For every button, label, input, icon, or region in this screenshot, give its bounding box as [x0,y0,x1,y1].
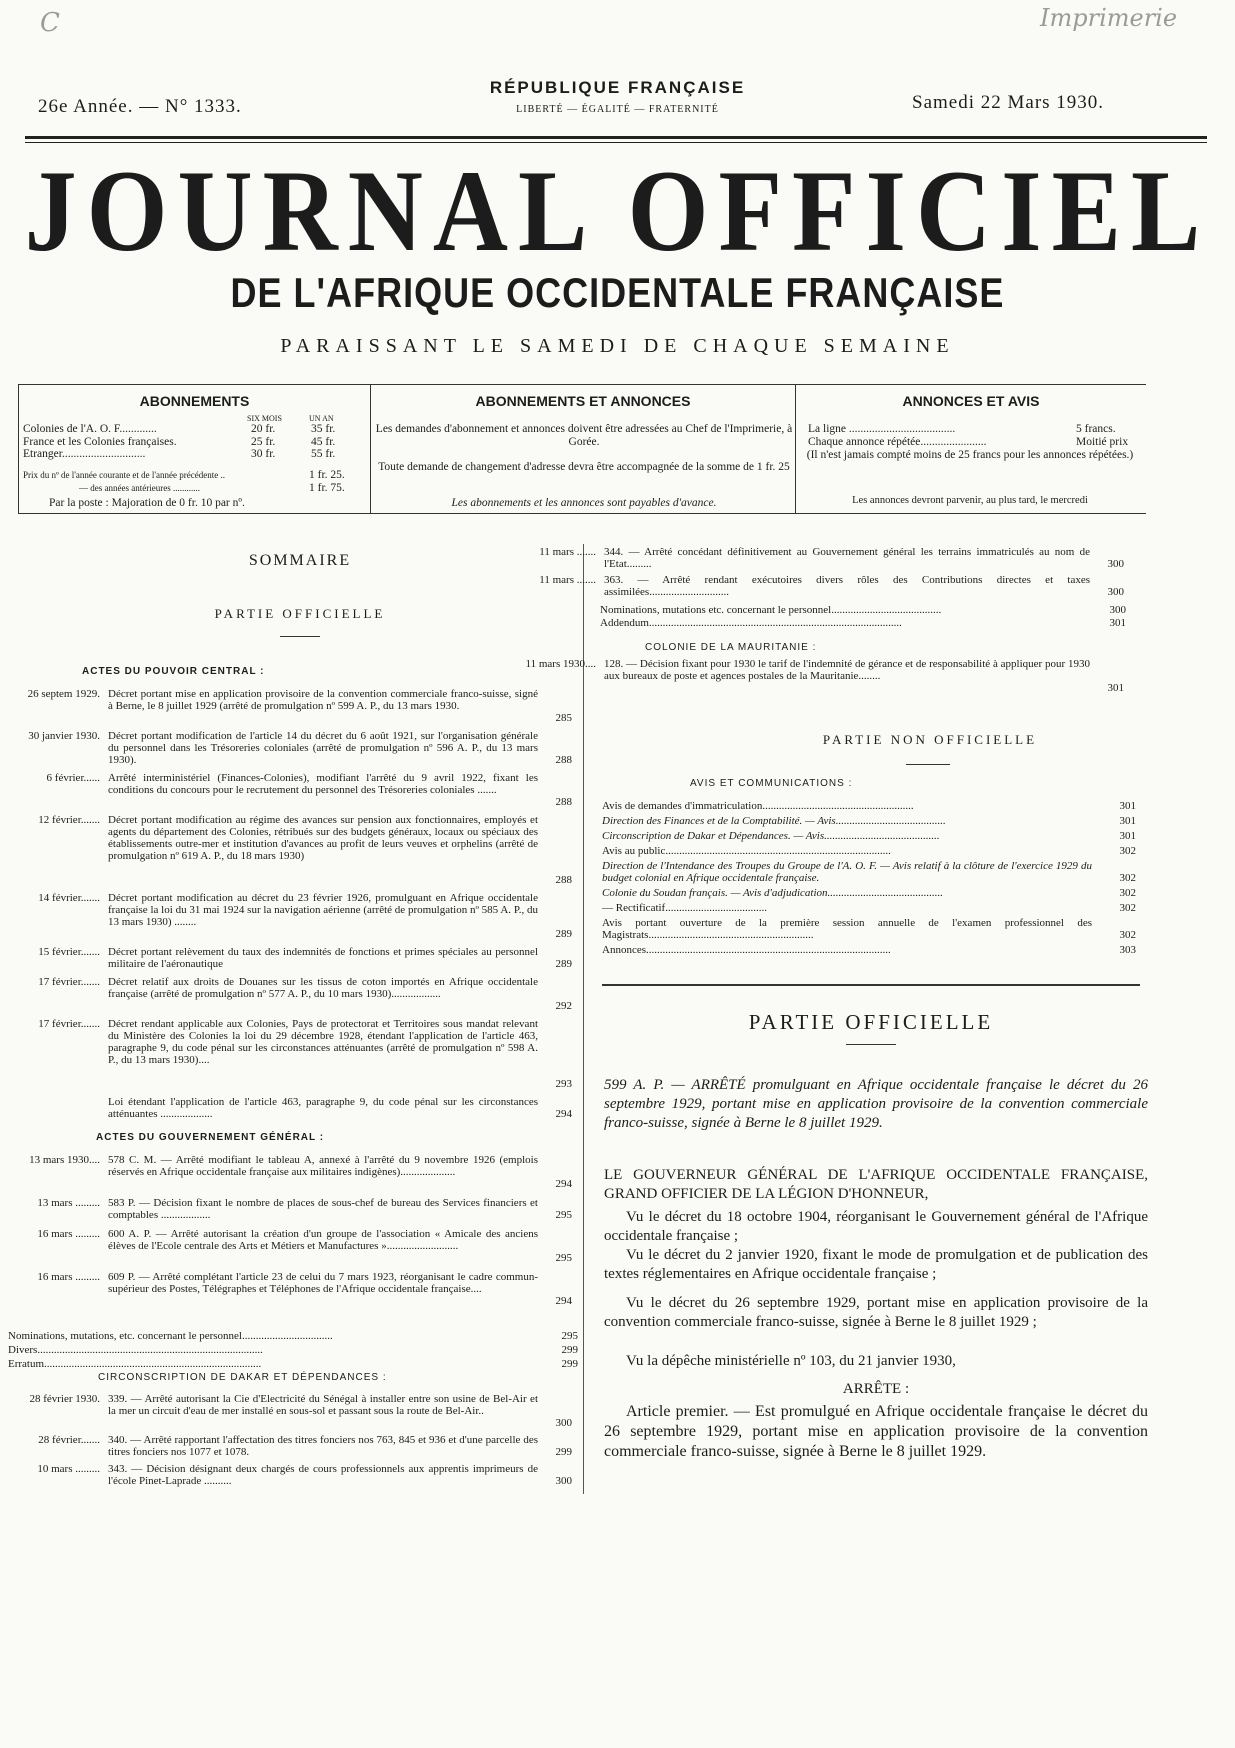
entry-page: 300 [1107,558,1124,570]
entry-date: 16 mars ......... [37,1228,100,1240]
abo-rate-six: 20 fr. [251,423,276,435]
avis-entry-page: 302 [1119,929,1136,941]
entry-text: Décret relatif aux droits de Douanes sur les tissus de coton importés en Afrique occidentale française (arrêté de promulgation nº 577 A. P., du 10 mars 1930).................. [108,976,538,1000]
rate-repeat-value: Moitié prix [1076,436,1129,448]
sommaire-entry [488,658,1138,694]
price-current-value: 1 fr. 25. [309,469,345,481]
gouverneur-general: LE GOUVERNEUR GÉNÉRAL DE L'AFRIQUE OCCIDENTALE FRANÇAISE, GRAND OFFICIER DE LA LÉGION D'HONNEUR, [604,1167,1148,1202]
article-premier: Article premier. — Est promulgué en Afrique occidentale française le décret du 26 septembre 1929, portant mise en application provisoire de la convention commerciale franco-suisse, signée à Berne le 8 juillet 1929. [604,1403,1148,1460]
entry-date: 11 mars 1930.... [525,658,596,670]
colonie-mauritanie: COLONIE DE LA MAURITANIE : [645,642,817,653]
entry-date: 28 février....... [38,1434,100,1446]
entry-page: 295 [555,1209,572,1221]
entry-page: 294 [555,1295,572,1307]
sommaire-entry [0,1434,580,1458]
avis-entry-page: 302 [1119,872,1136,884]
sommaire-heading: SOMMAIRE [248,552,352,569]
issue-date: Samedi 22 Mars 1930. [912,92,1105,113]
sommaire-entry [0,772,580,808]
entry-text: 363. — Arrêté rendant exécutoires divers rôles des Contributions directes et taxes assimilées............................. [604,574,1090,598]
entry-date: 12 février....... [38,814,100,826]
entry-text: Décret portant modification au décret du 23 février 1926, promulguant en Afrique occidentale française la loi du 31 mai 1924 sur la navigation aérienne (arrêté de promulgation nº 585 A. P., du 13 mars 1930) ........ [108,892,538,928]
visa-2: Vu le décret du 2 janvier 1920, fixant le mode de promulgation et de publication des textes réglementaires en Afrique occidentale française ; [604,1247,1148,1282]
entry-date: 14 février....... [38,892,100,904]
misc-entry-label: Nominations, mutations, etc. concernant le personnel................................. [8,1330,333,1342]
entry-page: 300 [1107,586,1124,598]
abo-rate-six: 25 fr. [251,435,276,448]
abo-annonces-change: Toute demande de changement d'adresse devra être accompagnée de la somme de 1 fr. 25 [378,461,790,473]
abo-rate-label: Etranger............................. [23,448,146,460]
misc-entry-page: 300 [1109,604,1126,616]
rate-line-value: 5 francs. [1076,423,1116,435]
entry-date: 11 mars ....... [539,574,596,586]
entry-text: Décret portant modification au régime des avances sur pension aux fonctionnaires, employés et agents du département des Colonies, rétribués sur des budgets généraux, locaux ou spéciaux des établissements outre-mer et institution d'avances au profit de leurs veuves et orphelins (arrêté de promulgation nº 619 A. P., du 18 mars 1930) [108,814,538,862]
abo-rate-label: Colonies de l'A. O. F............. [23,423,157,435]
entry-text: Arrêté interministériel (Finances-Colonies), modifiant l'arrêté du 9 avril 1922, fixant les conditions du concours pour le recrutement du personnel des Trésoreries coloniales ....... [108,772,538,796]
divider [280,636,320,637]
abo-annonces-payable: Les abonnements et les annonces sont payables d'avance. [451,497,717,509]
sommaire-entry [0,730,580,766]
sommaire-entry [0,1018,580,1090]
entry-page: 288 [555,754,572,766]
entry-text: Décret rendant applicable aux Colonies, Pays de protectorat et Territoires sous mandat relevant du Ministère des Colonies la loi du 29 décembre 1928, étendant l'application de l'article 463, paragraphe 9, du code pénal sur les circonstances atténuantes (arrêté de promulgation nº 598 A. P., du 13 mars 1930).... [108,1018,538,1066]
actes-gouvernement-general: ACTES DU GOUVERNEMENT GÉNÉRAL : [96,1132,325,1143]
sommaire-entry [488,546,1138,570]
avis-entry-page: 301 [1119,830,1136,842]
annonces-avis-heading: ANNONCES ET AVIS [902,393,1040,409]
entry-text: Décret portant mise en application provisoire de la convention commerciale franco-suisse, signé à Berne, le 8 juillet 1929 (arrêté de promulgation nº 599 A. P., du 13 mars 1930. [108,688,538,712]
avis-entry-page: 302 [1119,845,1136,857]
avis-entry-page: 303 [1119,944,1136,956]
entry-text: 339. — Arrêté autorisant la Cie d'Electricité du Sénégal à installer entre son usine de Bel-Air et la mer un circuit d'eau de mer installé en sous-sol et passant sous la route de Bel-Air.. [108,1393,538,1417]
sommaire-entry [0,1393,580,1429]
sommaire-entry [0,1271,580,1307]
arrete-label: ARRÊTE : [842,1381,910,1397]
visa-3: Vu le décret du 26 septembre 1929, portant mise en application provisoire de la convention commerciale franco-suisse, signée à Berne le 8 juillet 1929 ; [604,1295,1148,1330]
entry-page: 294 [555,1178,572,1190]
misc-entry-label: Addendum............................................................................................ [600,617,902,629]
avis-entry-label: Direction des Finances et de la Comptabilité. — Avis........................................ [602,815,946,827]
year-issue: 26e Année. — N° 1333. [38,96,242,117]
sommaire-entry [0,1228,580,1264]
sommaire-entry [0,892,580,940]
rate-line-label: La ligne ..................................... [808,423,956,435]
abo-rate-six: 30 fr. [251,448,276,460]
box-abonnements-annonces [370,384,796,514]
entry-page: 292 [555,1000,572,1012]
rate-repeat-label: Chaque annonce répétée....................... [808,436,987,448]
sommaire-entry [0,814,580,886]
divider [906,764,950,765]
sommaire-entry [0,1154,580,1190]
entry-date: 17 février....... [38,976,100,988]
price-previous-label: — des années antérieures ............ [79,483,200,493]
entry-text: 344. — Arrêté concédant définitivement au Gouvernement général les terrains immatriculés au nom de l'Etat......... [604,546,1090,570]
divider [846,1044,896,1045]
entry-date: 10 mars ......... [37,1463,100,1475]
box-abonnements [18,384,370,514]
entry-date: 13 mars ......... [37,1197,100,1209]
circonscription-dakar: CIRCONSCRIPTION DE DAKAR ET DÉPENDANCES : [98,1372,387,1383]
entry-page: 288 [555,874,572,886]
misc-entry-label: Erratum............................................................................... [8,1358,262,1370]
sommaire-partie-officielle: PARTIE OFFICIELLE [214,606,386,621]
republic-motto: LIBERTÉ — ÉGALITÉ — FRATERNITÉ [516,104,719,115]
avis-entry-page: 302 [1119,902,1136,914]
handwritten-note-imprimerie: Imprimerie [1040,4,1178,32]
avis-entry-label: Annonces......................................................................................... [602,944,891,956]
entry-date: 16 mars ......... [37,1271,100,1283]
rate-deadline: Les annonces devront parvenir, au plus tard, le mercredi [852,495,1088,506]
sommaire-entry [0,1463,580,1487]
entry-text: 583 P. — Décision fixant le nombre de places de sous-chef de bureau des Services financiers et comptables .................. [108,1197,538,1221]
col-six-mois: SIX MOIS [247,414,282,423]
entry-date: 26 septem 1929. [27,688,100,700]
price-current-label: Prix du nº de l'année courante et de l'année précédente .. [23,470,225,480]
misc-entry-label: Divers.................................................................................. [8,1344,263,1356]
avis-entry-page: 301 [1119,815,1136,827]
entry-page: 285 [555,712,572,724]
avis-entry-label: Avis portant ouverture de la première session annuelle de l'examen professionnel des Magistrats............................................................ [602,917,1092,941]
journal-subtitle: DE L'AFRIQUE OCCIDENTALE FRANÇAISE [230,268,1005,316]
entry-page: 293 [555,1078,572,1090]
entry-page: 299 [555,1446,572,1458]
section-rule [602,984,1140,986]
main-partie-officielle: PARTIE OFFICIELLE [748,1010,994,1034]
avis-entry-label: Avis au public.................................................................................. [602,845,891,857]
entry-date: 11 mars ....... [539,546,596,558]
avis-entry-label: Colonie du Soudan français. — Avis d'adjudication.......................................... [602,887,944,899]
entry-page: 289 [555,928,572,940]
entry-date: 17 février....... [38,1018,100,1030]
entry-page: 289 [555,958,572,970]
republic-heading: RÉPUBLIQUE FRANÇAISE [489,78,746,97]
avis-entry-label: Avis de demandes d'immatriculation....................................................... [602,800,914,812]
misc-entry-page: 295 [561,1330,578,1342]
entry-page: 295 [555,1252,572,1264]
entry-text: 600 A. P. — Arrêté autorisant la création d'un groupe de l'association « Amicale des anciens élèves de l'Ecole centrale des Arts et Métiers et Manufactures ».......................... [108,1228,538,1252]
abo-annonces-address: Les demandes d'abonnement et annonces doivent être adressées au Chef de l'Imprimerie, à Gorée. [375,423,793,448]
entry-date: 15 février....... [38,946,100,958]
avis-communications: AVIS ET COMMUNICATIONS : [690,778,853,789]
avis-entry-label: Direction de l'Intendance des Troupes du Groupe de l'A. O. F. — Avis relatif à la clôture de l'exercice 1929 du budget colonial en Afrique occidentale française. [602,860,1092,884]
avis-entry-label: Circonscription de Dakar et Dépendances. — Avis.......................................... [602,830,940,842]
avis-entry-page: 302 [1119,887,1136,899]
entry-text: 609 P. — Arrêté complétant l'article 23 de celui du 7 mars 1923, réorganisant le cadre commun-supérieur des Postes, Télégraphes et Téléphones de l'Afrique occidentale française.... [108,1271,538,1295]
journal-title: JOURNAL OFFICIEL [24,147,1211,276]
entry-page: 294 [555,1108,572,1120]
entry-text: Loi étendant l'application de l'article 463, paragraphe 9, du code pénal sur les circonstances atténuantes ................... [108,1096,538,1120]
rate-minimum-note: (Il n'est jamais compté moins de 25 francs pour les annonces répétées.) [806,449,1134,461]
entry-text: Décret portant relèvement du taux des indemnités de fonctions et primes spéciales au personnel militaire de l'aéronautique [108,946,538,970]
entry-date: 30 janvier 1930. [28,730,100,742]
entry-text: 578 C. M. — Arrêté modifiant le tableau A, annexé à l'arrêté du 9 novembre 1926 (emplois réservés en Afrique occidentale française aux militaires indigènes).................... [108,1154,538,1178]
entry-text: 128. — Décision fixant pour 1930 le tarif de l'indemnité de gérance et de responsabilité à appliquer pour 1930 aux bureaux de poste et agences postales de la Mauritanie........ [604,658,1090,682]
avis-entry-label: — Rectificatif..................................... [602,902,767,914]
arrete-title: 599 A. P. — ARRÊTÉ promulguant en Afrique occidentale française le décret du 26 septembre 1929, portant mise en application provisoire de la convention commerciale franco-suisse, signée à Berne le 8 juillet 1929. [604,1077,1148,1131]
misc-entry-page: 301 [1109,617,1126,629]
visa-4: Vu la dépêche ministérielle nº 103, du 21 janvier 1930, [626,1353,956,1369]
entry-page: 288 [555,796,572,808]
post-surcharge: Par la poste : Majoration de 0 fr. 10 par nº. [49,497,245,509]
price-previous-value: 1 fr. 75. [309,482,345,494]
entry-text: 340. — Arrêté rapportant l'affectation des titres fonciers nos 763, 845 et 936 et d'une parcelle des titres fonciers nos 1077 et 1078. [108,1434,538,1458]
box-annonces-avis [796,384,1146,514]
misc-entry-page: 299 [561,1344,578,1356]
sommaire-entry [0,946,580,970]
handwritten-mark-left: C [40,8,60,38]
sommaire-entry [488,574,1138,598]
abo-rate-year: 55 fr. [311,448,336,460]
misc-entry-page: 299 [561,1358,578,1370]
entry-date: 28 février 1930. [29,1393,100,1405]
header-rule-thin [25,142,1207,143]
entry-page: 300 [555,1475,572,1487]
publication-frequency: PARAISSANT LE SAMEDI DE CHAQUE SEMAINE [280,335,955,357]
abonnements-heading: ABONNEMENTS [139,393,250,409]
entry-page: 301 [1107,682,1124,694]
avis-entry-page: 301 [1119,800,1136,812]
abo-rate-label: France et les Colonies françaises. [23,435,177,448]
sommaire-entry [0,976,580,1012]
misc-entry-label: Nominations, mutations etc. concernant le personnel........................................ [600,604,942,616]
visa-1: Vu le décret du 18 octobre 1904, réorganisant le Gouvernement général de l'Afrique occidentale française ; [604,1209,1148,1244]
sommaire-partie-non-officielle: PARTIE NON OFFICIELLE [822,732,1038,747]
sommaire-entry [0,1096,580,1120]
col-un-an: UN AN [309,414,334,423]
header-rule [25,136,1207,139]
entry-text: Décret portant modification de l'article 14 du décret du 6 août 1921, sur l'organisation générale du personnel dans les Trésoreries coloniales (arrêté de promulgation nº 596 A. P., du 13 mars 1930). [108,730,538,766]
sommaire-entry [0,1197,580,1221]
abo-rate-year: 35 fr. [311,423,336,435]
abo-annonces-heading: ABONNEMENTS ET ANNONCES [475,393,691,409]
entry-page: 300 [555,1417,572,1429]
entry-text: 343. — Décision désignant deux chargés de cours professionnels aux apprentis imprimeurs de l'école Pinet-Laprade .......... [108,1463,538,1487]
entry-date: 13 mars 1930.... [29,1154,100,1166]
actes-pouvoir-central: ACTES DU POUVOIR CENTRAL : [82,666,265,677]
entry-date: 6 février...... [46,772,100,784]
abo-rate-year: 45 fr. [311,435,336,448]
